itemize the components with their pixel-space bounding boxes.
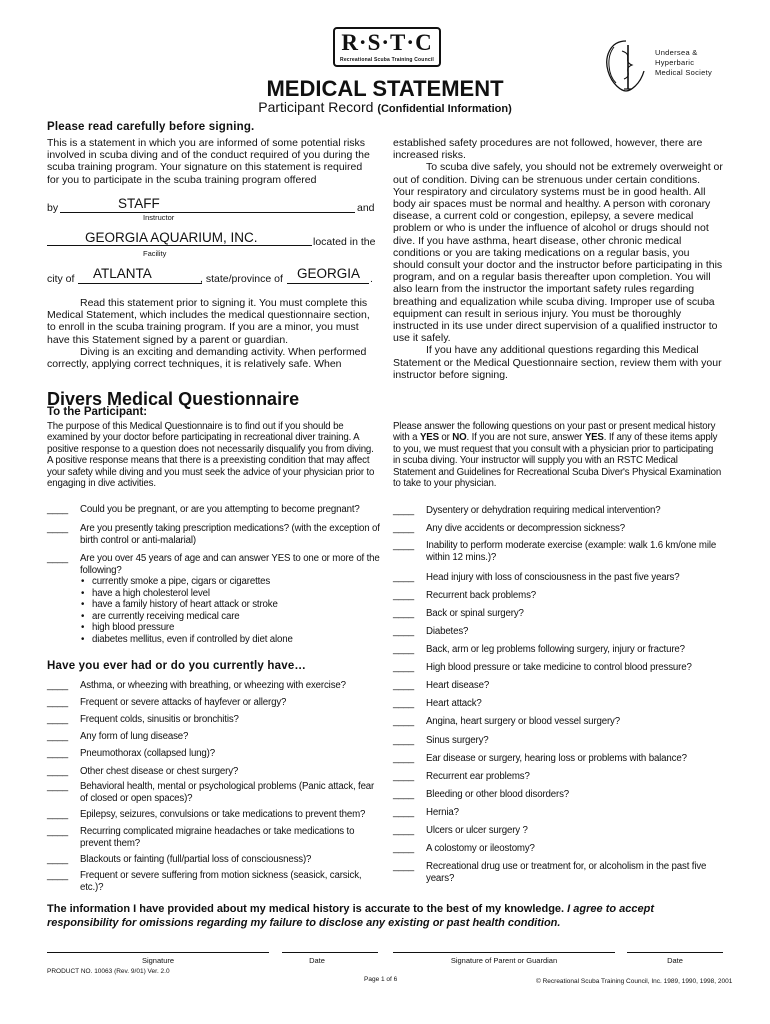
question-text: Frequent or severe attacks of hayfever or allergy?: [80, 697, 287, 708]
answer-blank[interactable]: ____: [393, 843, 414, 854]
question-right-6[interactable]: [393, 608, 725, 620]
instructor-label: Instructor: [143, 213, 175, 222]
state-period: .: [370, 273, 373, 285]
answer-blank[interactable]: ____: [47, 766, 68, 777]
question-left-6[interactable]: [47, 766, 382, 778]
question-text: Recreational drug use or treatment for, or alcoholism in the past five years?: [426, 861, 707, 884]
question-left-10[interactable]: [47, 854, 382, 866]
questionnaire-heading: Divers Medical Questionnaire: [47, 389, 300, 409]
answer-blank[interactable]: ____: [47, 854, 68, 865]
answer-blank[interactable]: ____: [47, 781, 68, 792]
question-right-16[interactable]: [393, 789, 725, 801]
answer-blank[interactable]: ____: [393, 771, 414, 782]
guardian-date-label: Date: [667, 956, 683, 965]
state-line: [287, 283, 369, 284]
subtitle-main: Participant Record: [258, 99, 374, 115]
question-right-14[interactable]: [393, 753, 725, 765]
question-text: Are you over 45 years of age and can answer YES to one or more of the following?: [80, 553, 380, 576]
uhms-line2: Hyperbaric: [655, 58, 695, 67]
safety-paragraph: established safety procedures are not followed, however, there are increased risks.: [393, 137, 703, 162]
facility-field[interactable]: GEORGIA AQUARIUM, INC.: [85, 230, 258, 245]
state-label: , state/province of: [200, 273, 283, 285]
signature-label: Signature: [141, 956, 175, 965]
question-text: High blood pressure or take medicine to control blood pressure?: [426, 662, 692, 673]
question-text: Are you presently taking prescription medications? (with the exception of birth control or anti-malarial): [80, 523, 380, 546]
answer-blank[interactable]: ____: [393, 626, 414, 637]
answer-text-3: . If any of these items apply to you, we must request that you consult with a physician prior to participating in scuba diving. Your instructor will supply you with an RSTC Medical Statement and Guidelines for Recreational Scuba Diver's Physical Examination to take to your physician.: [393, 432, 722, 490]
answer-no: NO: [452, 432, 467, 444]
answer-blank[interactable]: ____: [47, 504, 68, 515]
read-statement-paragraph: Read this statement prior to signing it. You must complete this Medical Statement, which includes the medical questionnaire section, to enroll in the scuba training program. If you are a minor, you must have this Statement signed by a parent or guardian.: [47, 297, 370, 346]
question-right-1[interactable]: [393, 505, 725, 517]
answer-blank[interactable]: ____: [393, 662, 414, 673]
question-text: Could you be pregnant, or are you attempting to become pregnant?: [80, 504, 360, 515]
age-risk-item: • high blood pressure: [92, 622, 382, 634]
state-field[interactable]: GEORGIA: [297, 266, 361, 281]
guardian-date-line[interactable]: [627, 952, 723, 953]
instructor-line: [60, 212, 355, 213]
answer-blank[interactable]: ____: [47, 680, 68, 691]
question-right-9[interactable]: [393, 662, 725, 674]
question-text: Sinus surgery?: [426, 735, 489, 746]
diving-paragraph: Diving is an exciting and demanding activity. When performed correctly, applying correct techniques, it is relatively safe. When: [47, 345, 367, 371]
question-text: Frequent or severe suffering from motion sickness (seasick, carsick, etc.)?: [80, 870, 362, 893]
question-left-11[interactable]: [47, 870, 382, 893]
age-risk-item: • currently smoke a pipe, cigars or cigarettes: [92, 576, 382, 588]
facility-line: [47, 245, 312, 246]
guardian-signature-label: Signature of Parent or Guardian: [450, 956, 558, 965]
answer-text-1: Please answer the following questions on your past or present medical history with a: [393, 421, 716, 444]
question-right-18[interactable]: [393, 825, 725, 837]
answer-yes-2: YES: [584, 432, 604, 444]
question-text: Back, arm or leg problems following surgery, injury or fracture?: [426, 644, 685, 655]
question-right-13[interactable]: [393, 735, 725, 747]
answer-text-2: . If you are not sure, answer: [466, 432, 585, 444]
uhms-name: [655, 48, 712, 78]
and-label: and: [357, 202, 375, 214]
copyright: © Recreational Scuba Training Council, Inc. 1989, 1990, 1998, 2001: [536, 978, 733, 985]
instructor-field[interactable]: STAFF: [118, 196, 160, 211]
certification-statement: [47, 903, 727, 930]
question-right-5[interactable]: [393, 590, 725, 602]
question-text: Back or spinal surgery?: [426, 608, 524, 619]
answer-blank[interactable]: ____: [47, 826, 68, 837]
question-text: Epilepsy, seizures, convulsions or take medications to prevent them?: [80, 809, 366, 820]
question-text: Head injury with loss of consciousness in the past five years?: [426, 572, 680, 583]
answer-blank[interactable]: ____: [47, 870, 68, 881]
question-text: Pneumothorax (collapsed lung)?: [80, 748, 215, 759]
answer-blank[interactable]: ____: [393, 807, 414, 818]
question-right-10[interactable]: [393, 680, 725, 692]
question-right-7[interactable]: [393, 626, 725, 638]
question-text: Angina, heart surgery or blood vessel surgery?: [426, 716, 620, 727]
question-right-4[interactable]: [393, 572, 725, 584]
question-left-top-1[interactable]: [47, 504, 382, 516]
page-title: MEDICAL STATEMENT: [266, 76, 504, 101]
question-text: Frequent colds, sinusitis or bronchitis?: [80, 714, 239, 725]
answer-blank[interactable]: ____: [393, 698, 414, 709]
question-text: Asthma, or wheezing with breathing, or wheezing with exercise?: [80, 680, 346, 691]
rstc-logo-text: R·S·T·C: [341, 30, 433, 55]
question-right-2[interactable]: [393, 523, 725, 535]
age-risk-list: [47, 576, 382, 645]
age-risk-item: • have a family history of heart attack or stroke: [92, 599, 382, 611]
question-text: Heart disease?: [426, 680, 490, 691]
uhms-line1: Undersea &: [655, 48, 698, 57]
question-left-3[interactable]: [47, 714, 382, 726]
page-number: Page 1 of 6: [364, 976, 398, 983]
answer-blank[interactable]: ____: [47, 809, 68, 820]
signature-line[interactable]: [47, 952, 269, 953]
intro-paragraph: This is a statement in which you are informed of some potential risks involved in scuba diving and of the conduct required of you during the scuba training program. Your signature on this statement is required for you to participate in the scuba training program offered: [47, 137, 370, 186]
question-text: Recurrent back problems?: [426, 590, 537, 601]
answer-blank[interactable]: ____: [393, 680, 414, 691]
question-right-3[interactable]: [393, 540, 725, 563]
question-right-15[interactable]: [393, 771, 725, 783]
question-left-9[interactable]: [47, 826, 382, 849]
age-risk-item: • are currently receiving medical care: [92, 611, 382, 623]
question-left-7[interactable]: [47, 781, 382, 804]
question-left-5[interactable]: [47, 748, 382, 760]
answer-blank[interactable]: ____: [47, 553, 68, 564]
city-label: city of: [47, 273, 75, 285]
question-text: Recurring complicated migraine headaches or take medications to prevent them?: [80, 826, 355, 849]
answer-or: or: [438, 432, 453, 444]
answer-blank[interactable]: ____: [393, 789, 414, 800]
statement-accuracy: The information I have provided about my medical history is accurate to the best of my knowledge.: [47, 903, 565, 915]
guardian-signature-line[interactable]: [393, 952, 615, 953]
answer-blank[interactable]: ____: [393, 608, 414, 619]
question-right-20[interactable]: [393, 861, 725, 884]
answer-blank[interactable]: ____: [393, 861, 414, 872]
answer-blank[interactable]: ____: [47, 523, 68, 534]
question-right-11[interactable]: [393, 698, 725, 710]
question-text: Hernia?: [426, 807, 459, 818]
question-text: Diabetes?: [426, 626, 469, 637]
question-right-19[interactable]: [393, 843, 725, 855]
question-left-1[interactable]: [47, 680, 382, 692]
answer-blank[interactable]: ____: [393, 523, 414, 534]
question-text: Blackouts or fainting (full/partial loss of consciousness)?: [80, 854, 312, 865]
question-text: Bleeding or other blood disorders?: [426, 789, 569, 800]
age-risk-item: • have a high cholesterol level: [92, 588, 382, 600]
to-participant-heading: To the Participant:: [47, 406, 148, 418]
answer-blank[interactable]: ____: [393, 590, 414, 601]
question-left-2[interactable]: [47, 697, 382, 709]
answer-blank[interactable]: ____: [47, 731, 68, 742]
question-right-8[interactable]: [393, 644, 725, 656]
subtitle-note: (Confidential Information): [377, 103, 512, 115]
answer-blank[interactable]: ____: [393, 735, 414, 746]
question-text: Other chest disease or chest surgery?: [80, 766, 239, 777]
answer-blank[interactable]: ____: [393, 505, 414, 516]
question-right-12[interactable]: [393, 716, 725, 728]
answer-blank[interactable]: ____: [393, 753, 414, 764]
located-label: located in the: [313, 236, 376, 248]
question-text: Recurrent ear problems?: [426, 771, 530, 782]
city-line: [78, 283, 202, 284]
by-label: by: [47, 202, 59, 214]
answer-yes: YES: [419, 432, 439, 444]
uhms-line3: Medical Society: [655, 68, 713, 77]
purpose-paragraph: The purpose of this Medical Questionnaire is to find out if you should be examined by your doctor before participating in recreational diver training. A positive response to a question does not necessarily disqualify you from diving. A positive response means that there is a preexisting condition that may affect your safety while diving and you must seek the advice of your physician prior to engaging in dive activities.: [47, 421, 375, 490]
answer-instructions: [393, 421, 723, 489]
answer-blank[interactable]: ____: [47, 714, 68, 725]
right-text-block: [393, 137, 723, 381]
page-subtitle: [0, 99, 770, 115]
additional-questions-paragraph: If you have any additional questions regarding this Medical Statement or the Medical Questionnaire section, review them with your instructor before signing.: [393, 344, 722, 381]
date-label: Date: [309, 956, 325, 965]
answer-blank[interactable]: ____: [47, 697, 68, 708]
question-text: Any dive accidents or decompression sickness?: [426, 523, 625, 534]
question-left-4[interactable]: [47, 731, 382, 743]
dive-safely-paragraph: To scuba dive safely, you should not be extremely overweight or out of condition. Diving can be strenuous under certain conditions. Your respiratory and circulatory systems must be in good health. All body air spaces must be normal and healthy. A person with coronary disease, a current cold or congestion, epilepsy, a severe medical problem or who is under the influence of alcohol or drugs should not dive. If you have asthma, heart disease, other chronic medical conditions or you are taking medications on a regular basis, you should consult your doctor and the instructor before participating in this program, and on a regular basis thereafter upon completion. You will also learn from the instructor the important safety rules regarding breathing and equalization while scuba diving. Improper use of scuba equipment can result in serious injury. You must be thoroughly instructed in its use under direct supervision of a qualified instructor to use it safely.: [393, 161, 723, 345]
question-text: Ulcers or ulcer surgery ?: [426, 825, 528, 836]
question-left-top-2[interactable]: [47, 523, 382, 546]
answer-blank[interactable]: ____: [393, 644, 414, 655]
answer-blank[interactable]: ____: [393, 825, 414, 836]
question-text: Behavioral health, mental or psychological problems (Panic attack, fear of closed or open spaces)?: [80, 781, 375, 804]
statement-responsibility: I agree to accept responsibility for omissions regarding my failure to disclose any existing or past health condition.: [47, 903, 654, 929]
rstc-logo: [333, 27, 441, 67]
question-left-top-3[interactable]: [47, 553, 382, 645]
answer-blank[interactable]: ____: [393, 540, 414, 551]
question-text: A colostomy or ileostomy?: [426, 843, 535, 854]
city-field[interactable]: ATLANTA: [93, 266, 152, 281]
question-left-8[interactable]: [47, 809, 382, 821]
question-text: Ear disease or surgery, hearing loss or problems with balance?: [426, 753, 687, 764]
answer-blank[interactable]: ____: [393, 572, 414, 583]
have-you-heading: Have you ever had or do you currently have…: [47, 660, 307, 672]
answer-blank[interactable]: ____: [393, 716, 414, 727]
read-heading: Please read carefully before signing.: [47, 121, 255, 133]
question-text: Inability to perform moderate exercise (example: walk 1.6 km/one mile within 12 mins.)?: [426, 540, 717, 563]
left-text-block: [47, 297, 377, 370]
facility-label: Facility: [143, 249, 167, 258]
question-text: Dysentery or dehydration requiring medical intervention?: [426, 505, 661, 516]
question-right-17[interactable]: [393, 807, 725, 819]
date-line[interactable]: [282, 952, 378, 953]
product-number: PRODUCT NO. 10063 (Rev. 9/01) Ver. 2.0: [47, 968, 170, 975]
question-text: Heart attack?: [426, 698, 482, 709]
question-text: Any form of lung disease?: [80, 731, 189, 742]
rstc-logo-subtext: Recreational Scuba Training Council: [340, 57, 434, 63]
age-risk-item: • diabetes mellitus, even if controlled by diet alone: [92, 634, 382, 646]
answer-blank[interactable]: ____: [47, 748, 68, 759]
